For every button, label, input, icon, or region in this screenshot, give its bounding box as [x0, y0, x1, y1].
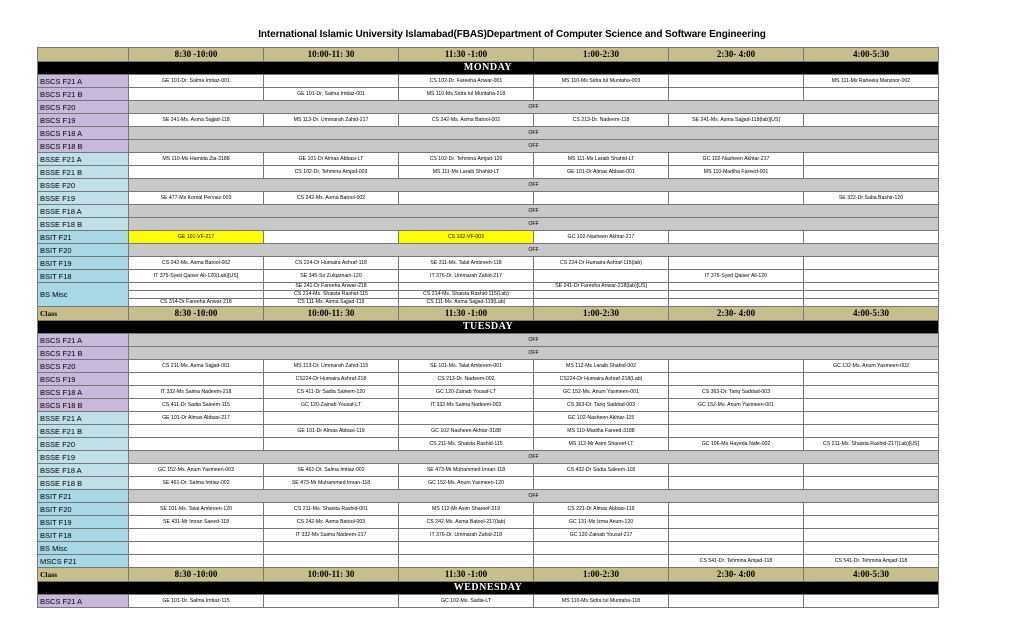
course-cell [669, 231, 804, 244]
course-cell: GC 102-Nasheen Akhtar-3188 [399, 425, 534, 438]
misc-row [38, 283, 939, 291]
course-cell: CS 221-Dr Almas Abbasi-119 [534, 503, 669, 516]
time-slot-header: 1:00-2:30 [534, 568, 669, 582]
day-header-row [38, 62, 939, 75]
class-name: BSSE F18 B [38, 218, 129, 231]
course-cell: SE 473-Mr Muhammed Imran-118 [399, 464, 534, 477]
course-cell: CS 214-Ms. Shaista Rashid-115(Lab) [399, 291, 534, 299]
time-slot-header: 1:00-2:30 [534, 307, 669, 321]
class-name: BSSE F18 A [38, 464, 129, 477]
course-cell [129, 438, 264, 451]
course-cell: MS 111-Ms Laraib Shahid-LT [399, 166, 534, 179]
course-cell: MS 110-Ms Hamida Zia-3188 [129, 153, 264, 166]
class-name: BSIT F18 [38, 270, 129, 283]
class-row [38, 153, 939, 166]
course-cell: MS 113-Dr. Ummarah Zahid-217 [264, 114, 399, 127]
course-cell: CS 111-Ms. Asma Sajjad-119(Lab) [399, 299, 534, 307]
time-slot-header: 8:30 -10:00 [129, 307, 264, 321]
day-name: MONDAY [38, 62, 939, 75]
class-name: BSSE F18 B [38, 477, 129, 490]
course-cell: MS 110-Ms Sidra tul Muntaha-118 [534, 595, 669, 608]
course-cell: CS 432-Dr Sadia Saleem-118 [534, 464, 669, 477]
class-row [38, 166, 939, 179]
class-name: BSSE F21 A [38, 412, 129, 425]
day-header-row [38, 321, 939, 334]
time-slot-header: 1:00-2:30 [534, 48, 669, 62]
time-slot-header: 4:00-5:30 [804, 307, 939, 321]
class-row [38, 451, 939, 464]
course-cell [669, 425, 804, 438]
course-cell [669, 464, 804, 477]
course-cell: GC 102-Ms. Sadia-LT [399, 595, 534, 608]
class-row [38, 386, 939, 399]
class-name: BSIT F21 [38, 231, 129, 244]
class-row [38, 270, 939, 283]
off-cell: OFF [129, 179, 939, 192]
course-cell: IT 332-Ms Saima Nadeem-217 [264, 529, 399, 542]
course-cell: CS 102-Dr. Tehmina Amjad-003 [264, 166, 399, 179]
course-cell: CS 211-Ms. Asma Sajjad-001 [129, 360, 264, 373]
slot-header-row [38, 48, 939, 62]
course-cell [534, 542, 669, 555]
time-slot-header: 10:00-11: 30 [264, 568, 399, 582]
course-cell: GE 101-Dr Almas Abbasi-119 [264, 425, 399, 438]
course-cell: SE 431-Mr Imran Saeed-118 [129, 516, 264, 529]
course-cell: SE 241-Dr Fareeha Anwar-218(lab)[US] [534, 283, 669, 291]
class-name: BSCS F18 A [38, 386, 129, 399]
course-cell: CS224-Dr Humaira Ashraf-218(Lab) [534, 373, 669, 386]
class-row [38, 205, 939, 218]
course-cell: MS 110-Madiha Fareed-001 [669, 166, 804, 179]
course-cell: GE 101-Dr Almas Abbasi-LT [264, 153, 399, 166]
class-row [38, 347, 939, 360]
course-cell: GC 102-Nasheen Akhtar-217 [534, 231, 669, 244]
course-cell [804, 231, 939, 244]
off-cell: OFF [129, 347, 939, 360]
day-header-row [38, 582, 939, 595]
off-cell: OFF [129, 140, 939, 153]
course-cell: SE 461-Dr. Salma Imtiaz-002 [264, 464, 399, 477]
course-cell [669, 516, 804, 529]
course-cell: IT 376-Dr. Ummarah Zahid-217 [399, 270, 534, 283]
course-cell [669, 503, 804, 516]
off-cell: OFF [129, 205, 939, 218]
course-cell [264, 231, 399, 244]
class-row [38, 399, 939, 412]
off-cell: OFF [129, 101, 939, 114]
class-row [38, 244, 939, 257]
course-cell [669, 412, 804, 425]
course-cell [804, 386, 939, 399]
course-cell [669, 75, 804, 88]
day-name: TUESDAY [38, 321, 939, 334]
course-cell [804, 464, 939, 477]
class-name: BSSE F21 A [38, 153, 129, 166]
time-slot-header: 4:00-5:30 [804, 568, 939, 582]
course-cell: SE 241-Dr Fareeha Anwar-218 [264, 283, 399, 291]
course-cell: GE 101-Dr. Salma Imtiaz-115 [129, 595, 264, 608]
course-cell [264, 542, 399, 555]
course-cell: GC 152-Ms. Anum Yasmeen-120 [399, 477, 534, 490]
course-cell [804, 373, 939, 386]
course-cell [129, 555, 264, 568]
course-cell [534, 555, 669, 568]
class-name: BSSE F21 B [38, 425, 129, 438]
off-cell: OFF [129, 218, 939, 231]
course-cell: MS 111-Ms Raheela Manzoor-002 [804, 75, 939, 88]
off-cell: OFF [129, 244, 939, 257]
course-cell [804, 503, 939, 516]
class-row [38, 464, 939, 477]
course-cell: CS 541-Dr. Tehmina Amjad-118 [804, 555, 939, 568]
course-cell [804, 153, 939, 166]
course-cell: SE 101-Ms. Talat Ambreen-120 [129, 503, 264, 516]
course-cell [129, 425, 264, 438]
off-cell: OFF [129, 127, 939, 140]
class-row [38, 75, 939, 88]
class-name: MSCS F21 [38, 555, 129, 568]
off-cell: OFF [129, 334, 939, 347]
class-row [38, 595, 939, 608]
course-cell [669, 283, 804, 291]
time-slot-header: 2:30- 4:00 [669, 48, 804, 62]
course-cell: CS 211-Ms. Shaista Rashid-217(Lab)[US] [804, 438, 939, 451]
class-row [38, 114, 939, 127]
time-slot-header: 11:30 -1:00 [399, 568, 534, 582]
class-name: BSIT F19 [38, 516, 129, 529]
course-cell: GC 102-Nasheen Akhtar-115 [534, 412, 669, 425]
course-cell: CS 102-VF-003 [399, 231, 534, 244]
class-row [38, 438, 939, 451]
class-name: BSCS F18 A [38, 127, 129, 140]
class-name: BSSE F20 [38, 179, 129, 192]
course-cell [804, 412, 939, 425]
course-cell [129, 291, 264, 299]
course-cell [804, 257, 939, 270]
course-cell [534, 477, 669, 490]
course-cell [804, 166, 939, 179]
class-name: BSSE F19 [38, 451, 129, 464]
course-cell [264, 438, 399, 451]
time-slot-header: 10:00-11: 30 [264, 307, 399, 321]
class-header-cell: Class [38, 307, 129, 321]
class-row [38, 257, 939, 270]
course-cell: IT 375-Syed Qaiser Ali-120(Lab)[US] [129, 270, 264, 283]
course-cell [669, 291, 804, 299]
class-name: BS Misc [38, 283, 129, 307]
course-cell: MS 111-Ms Laraib Shahid-LT [534, 153, 669, 166]
course-cell: MS 110-Ms Sidra tul Muntaha-218 [399, 88, 534, 101]
course-cell: GC 152-Ms. Anum Yasmeen-003 [129, 464, 264, 477]
class-row [38, 529, 939, 542]
misc-row [38, 299, 939, 307]
course-cell: GC 132-Ms. Anum Yasmeen-002 [804, 360, 939, 373]
course-cell: GE 101-Dr. Salma Imtiaz-001 [129, 75, 264, 88]
class-row [38, 542, 939, 555]
class-name: BSCS F21 A [38, 595, 129, 608]
class-name: BSCS F21 A [38, 334, 129, 347]
course-cell: CS 242-Ms. Asma Batool-002 [264, 192, 399, 205]
class-row [38, 477, 939, 490]
time-slot-header: 8:30 -10:00 [129, 568, 264, 582]
course-cell: CS 541-Dr. Tehmina Amjad-118 [669, 555, 804, 568]
off-cell: OFF [129, 490, 939, 503]
course-cell [129, 283, 264, 291]
course-cell: MS 110-Madiha Fareed-3188 [534, 425, 669, 438]
class-name: BSIT F21 [38, 490, 129, 503]
class-row [38, 88, 939, 101]
time-slot-header: 8:30 -10:00 [129, 48, 264, 62]
course-cell [399, 192, 534, 205]
course-cell [129, 166, 264, 179]
course-cell [669, 477, 804, 490]
class-name: BSIT F18 [38, 529, 129, 542]
course-cell [804, 542, 939, 555]
course-cell: GC 102-Nasheen Akhtar-217 [669, 153, 804, 166]
class-row [38, 373, 939, 386]
course-cell [804, 477, 939, 490]
course-cell [399, 283, 534, 291]
class-name: BSCS F19 [38, 373, 129, 386]
time-slot-header: 11:30 -1:00 [399, 307, 534, 321]
class-name: BSCS F21 A [38, 75, 129, 88]
course-cell: CS 213-Dr. Nadeem-002 [399, 373, 534, 386]
time-slot-header: 4:00-5:30 [804, 48, 939, 62]
course-cell [804, 529, 939, 542]
time-slot-header: 11:30 -1:00 [399, 48, 534, 62]
time-slot-header: 10:00-11: 30 [264, 48, 399, 62]
class-row [38, 490, 939, 503]
course-cell [669, 257, 804, 270]
class-name: BSCS F21 B [38, 88, 129, 101]
timetable [37, 47, 939, 608]
class-row [38, 179, 939, 192]
course-cell: IT 375-Syed Qaiser Ali-120 [669, 270, 804, 283]
course-cell: CS224-Dr Humaira Ashraf-218 [264, 373, 399, 386]
class-name: BSCS F18 B [38, 140, 129, 153]
class-name: BSCS F20 [38, 101, 129, 114]
course-cell: CS 411-Dr Sadia Saleem-120 [264, 386, 399, 399]
course-cell: GC 152-Ms. Anum Yasmeen-001 [669, 399, 804, 412]
course-cell: CS 211-Ms. Shaista Rashid-001 [264, 503, 399, 516]
course-cell: CS 314-Dr Fareeha Anwar-218 [129, 299, 264, 307]
class-row [38, 360, 939, 373]
course-cell [264, 412, 399, 425]
course-cell: MS 112-Ms Laraib Shahid-002 [534, 360, 669, 373]
course-cell: IT 376-Dr. Ummarah Zahid-218 [399, 529, 534, 542]
course-cell [804, 88, 939, 101]
day-name: WEDNESDAY [38, 582, 939, 595]
course-cell: SE 477-Ms Komal Pervaiz-003 [129, 192, 264, 205]
class-name: BSIT F20 [38, 503, 129, 516]
course-cell [129, 373, 264, 386]
course-cell: SE 311-Ms. Talat Ambreen-118 [399, 257, 534, 270]
off-cell: OFF [129, 451, 939, 464]
class-name: BSCS F20 [38, 360, 129, 373]
course-cell [804, 270, 939, 283]
class-row [38, 218, 939, 231]
course-cell: SE 101-Ms. Talat Ambreen-001 [399, 360, 534, 373]
class-header-cell: Class [38, 568, 129, 582]
class-row [38, 412, 939, 425]
class-name: BSSE F18 A [38, 205, 129, 218]
course-cell [804, 291, 939, 299]
course-cell: IT 332-Ms Saima Nadeem-218 [129, 386, 264, 399]
course-cell [669, 529, 804, 542]
course-cell [669, 360, 804, 373]
slot-header-row [38, 307, 939, 321]
course-cell [399, 555, 534, 568]
class-name: BSIT F19 [38, 257, 129, 270]
class-row [38, 334, 939, 347]
class-name: BSSE F20 [38, 438, 129, 451]
class-row [38, 555, 939, 568]
course-cell [804, 114, 939, 127]
time-slot-header: 2:30- 4:00 [669, 307, 804, 321]
class-row [38, 192, 939, 205]
course-cell [534, 299, 669, 307]
course-cell: MS 112-Mr Asim Shareef-LT [534, 438, 669, 451]
course-cell: SE 345-Sir Zulqarnain-120 [264, 270, 399, 283]
course-cell [669, 192, 804, 205]
course-cell [129, 88, 264, 101]
course-cell [669, 595, 804, 608]
course-cell: CS 242-Ms. Asma Batool-217(lab) [399, 516, 534, 529]
class-row [38, 140, 939, 153]
course-cell: GC 106-Ms Hayeda Nafe-002 [669, 438, 804, 451]
course-cell [264, 75, 399, 88]
course-cell: CS 242-Ms. Asma Batool-003 [264, 516, 399, 529]
course-cell: CS 111-Ms. Asma Sajjad-119 [264, 299, 399, 307]
course-cell: CS 102-Dr. Tehmina Amjad-120 [399, 153, 534, 166]
course-cell: CS 411-Dr Sadia Saleem-115 [129, 399, 264, 412]
course-cell [534, 291, 669, 299]
class-header-cell [38, 48, 129, 62]
course-cell: IT 332-Ms Saima Nadeem-003 [399, 399, 534, 412]
class-name: BSCS F21 B [38, 347, 129, 360]
course-cell: CS 214-Ms. Shaista Rashid-115 [264, 291, 399, 299]
class-row [38, 516, 939, 529]
course-cell: MS 113-Dr. Ummarah Zahid-115 [264, 360, 399, 373]
course-cell: SE 461-Dr. Salma Imtiaz-002 [129, 477, 264, 490]
course-cell [804, 299, 939, 307]
class-row [38, 231, 939, 244]
class-name: BSCS F19 [38, 114, 129, 127]
class-name: BSIT F20 [38, 244, 129, 257]
course-cell: GC 120-Zainab Yousaf-217 [534, 529, 669, 542]
course-cell [669, 88, 804, 101]
course-cell: GE 101-Dr Almas Abbasi-217 [129, 412, 264, 425]
course-cell [399, 412, 534, 425]
class-row [38, 425, 939, 438]
course-cell: SE 241-Ms. Asma Sajjad-118 [129, 114, 264, 127]
course-cell [264, 595, 399, 608]
course-cell: CS 211-Ms. Shaista Rashid-115 [399, 438, 534, 451]
class-name: BSCS F18 B [38, 399, 129, 412]
course-cell: GC 131-Ms Izma Anum-120 [534, 516, 669, 529]
course-cell: CS 363-Dr. Tariq Saddad-003 [669, 386, 804, 399]
course-cell [804, 516, 939, 529]
class-name: BSSE F19 [38, 192, 129, 205]
course-cell [534, 270, 669, 283]
course-cell: MS 112-Mr Asim Shareef-319 [399, 503, 534, 516]
course-cell: CS 242-Ms. Asma Batool-002 [129, 257, 264, 270]
course-cell [669, 299, 804, 307]
class-row [38, 503, 939, 516]
course-cell [129, 529, 264, 542]
slot-header-row [38, 568, 939, 582]
course-cell [264, 555, 399, 568]
course-cell: GC 152-Ms. Anum Yasmeen-001 [534, 386, 669, 399]
course-cell: MS 110-Ms Sidra tul Muntaha-003 [534, 75, 669, 88]
class-name: BSSE F21 B [38, 166, 129, 179]
course-cell: CS 213-Dr. Nadeem-118 [534, 114, 669, 127]
course-cell [804, 399, 939, 412]
course-cell: SE 473-Mr Muhammed Imran-118 [264, 477, 399, 490]
course-cell: GC 120-Zainab Yousaf-LT [264, 399, 399, 412]
course-cell: CS 224-Dr Humaira Ashraf-115(lab) [534, 257, 669, 270]
course-cell: SE 322-Dr Saba Bashir-120 [804, 192, 939, 205]
page-title: International Islamic University Islamabad(FBAS)Department of Computer Science and Software Engineering [258, 29, 766, 40]
course-cell [399, 542, 534, 555]
course-cell [534, 88, 669, 101]
course-cell: CS 102-Dr. Fareeha Anwar-001 [399, 75, 534, 88]
course-cell: SE 241-Ms. Asma Sajjad-118(lab)[US] [669, 114, 804, 127]
course-cell: GE 101-Dr. Salma Imtiaz-001 [264, 88, 399, 101]
misc-row [38, 291, 939, 299]
class-row [38, 101, 939, 114]
course-cell [669, 542, 804, 555]
course-cell: CS 242-Ms. Asma Batool-002 [399, 114, 534, 127]
course-cell: GE 101-VF-217 [129, 231, 264, 244]
course-cell [129, 542, 264, 555]
course-cell [804, 595, 939, 608]
course-cell [804, 283, 939, 291]
course-cell [669, 373, 804, 386]
course-cell [804, 425, 939, 438]
class-name: BS Misc [38, 542, 129, 555]
course-cell: CS 363-Dr. Tariq Saddad-003 [534, 399, 669, 412]
course-cell: GE 101-Dr Almas Abbasi-001 [534, 166, 669, 179]
time-slot-header: 2:30- 4:00 [669, 568, 804, 582]
course-cell: CS 224-Dr Humaira Ashraf-118 [264, 257, 399, 270]
course-cell [534, 192, 669, 205]
class-row [38, 127, 939, 140]
course-cell: GC 120-Zainab Yousaf-LT [399, 386, 534, 399]
